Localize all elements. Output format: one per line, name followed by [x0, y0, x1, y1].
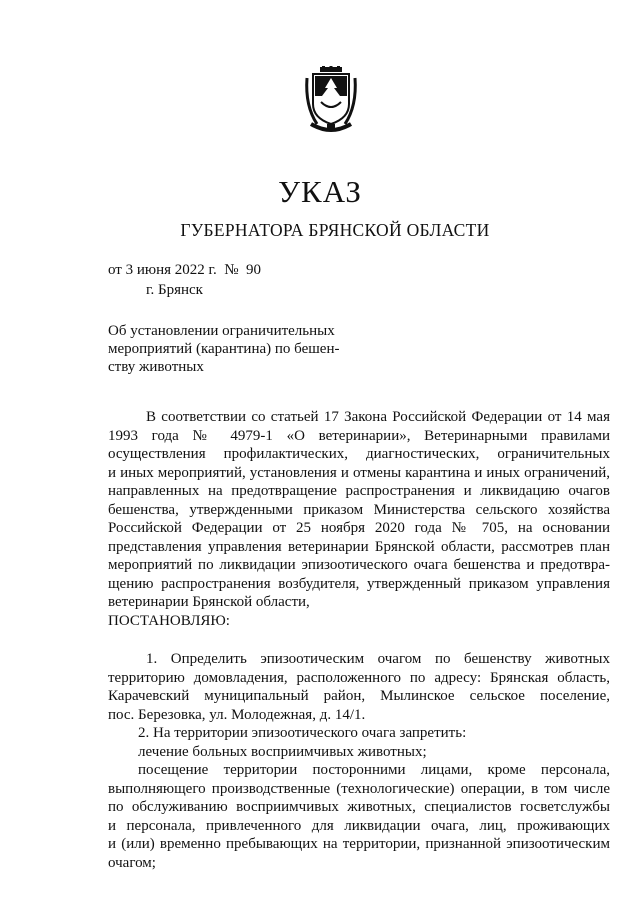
date-prefix: от	[108, 262, 122, 278]
date-number-line	[108, 262, 261, 279]
city: г. Брянск	[146, 282, 203, 298]
item-2-subitem-line: и (или) временно пребывающих на территории, признанной эпизоотическим	[108, 836, 610, 852]
preamble-line: В соответствии со статьей 17 Закона Российской Федерации от 14 мая	[146, 409, 610, 425]
subject-line: мероприятий (карантина) по бешен-	[108, 341, 340, 357]
subject-line: Об установлении ограничительных	[108, 323, 335, 339]
item-1-line: территорию домовладения, расположенного по адресу: Брянская область,	[108, 669, 610, 686]
subject-block	[108, 322, 348, 376]
item-2-subitem-line: по обслуживанию восприимчивых животных, специалистов госветслужбы	[108, 799, 610, 815]
item-2-subitem-line: посещение территории посторонними лицами, кроме персонала,	[138, 762, 610, 778]
document-issuer: ГУБЕРНАТОРА БРЯНСКОЙ ОБЛАСТИ	[180, 220, 490, 240]
document-body	[108, 408, 610, 872]
preamble-line: представления управления ветеринарии Брянской области, рассмотрев план	[108, 538, 610, 555]
document-title: УКАЗ	[278, 174, 362, 209]
preamble-line: ветеринарии Брянской области,	[108, 594, 310, 610]
preamble-line: бешенства, утвержденными приказом Министерства сельского хозяйства	[108, 501, 610, 518]
decree-date: 3 июня 2022 г.	[125, 262, 217, 278]
number-sign: №	[224, 262, 239, 278]
decree-word: ПОСТАНОВЛЯЮ:	[108, 612, 230, 629]
item-2-subitem-line: выполняющего производственные (технологические) операции, в том числе	[108, 780, 610, 797]
preamble-line: щению распространения возбудителя, утвержденный приказом управления	[108, 575, 610, 592]
preamble-line: Российской Федерации от 25 ноября 2020 года № 705, на основании	[108, 520, 610, 536]
item-2-subitem-line: и персонала, привлеченного для ликвидации очага, лиц, проживающих	[108, 817, 610, 834]
item-1-line: пос. Березовка, ул. Молодежная, д. 14/1.	[108, 706, 366, 723]
item-2-subitem-line: очагом;	[108, 854, 156, 871]
preamble-line: направленных на предотвращение распространения и ликвидацию очагов	[108, 483, 610, 499]
item-1-line: 1. Определить эпизоотическим очагом по бешенству животных	[146, 651, 610, 667]
preamble-line: 1993 года № 4979-1 «О ветеринарии», Ветеринарными правилами	[108, 427, 610, 444]
subject-line: ству животных	[108, 359, 204, 375]
coat-of-arms-emblem	[303, 66, 359, 136]
preamble-line: и иных мероприятий, установления и отмены карантина и иных ограничений,	[108, 464, 610, 481]
item-2-heading: 2. На территории эпизоотического очага запретить:	[138, 725, 467, 741]
decree-number: 90	[246, 262, 262, 278]
item-2-subitem: лечение больных восприимчивых животных;	[138, 743, 427, 760]
preamble-line: мероприятий по ликвидации эпизоотического очага бешенства и предотвра-	[108, 557, 610, 573]
preamble-line: осуществления профилактических, диагностических, ограничительных	[108, 446, 610, 462]
item-1-line: Карачевский муниципальный район, Мылинское сельское поселение,	[108, 688, 610, 704]
